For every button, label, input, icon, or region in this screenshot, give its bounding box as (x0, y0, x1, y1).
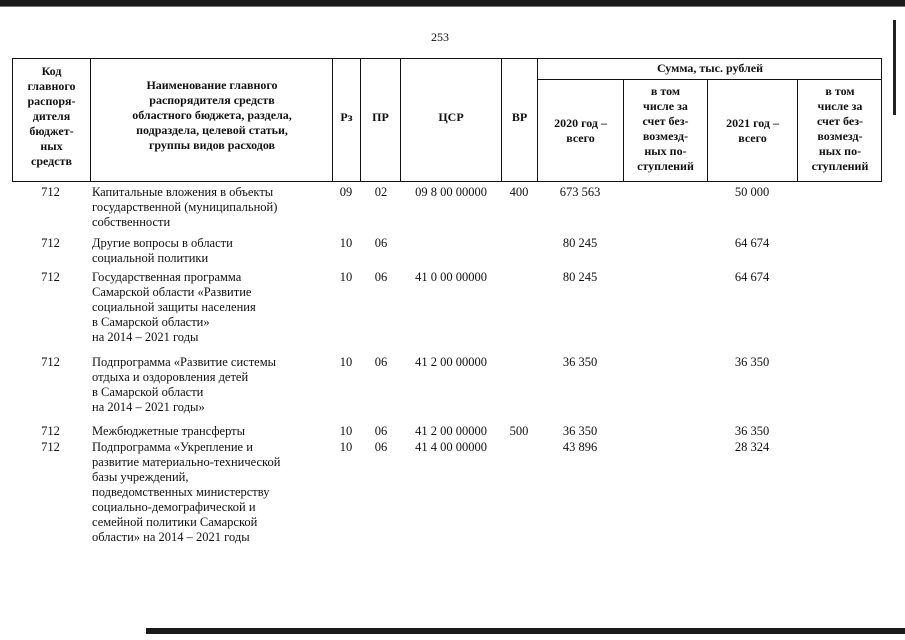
cell-2021-total: 50 000 (734, 185, 770, 199)
grid-line (12, 181, 882, 182)
cell-pr: 06 (374, 355, 388, 369)
header-2020-free: в том числе за счет без- возмезд- ных по- ступлений (637, 84, 694, 173)
scan-border-right (893, 20, 896, 115)
cell-rz: 10 (339, 440, 353, 454)
cell-code: 712 (41, 236, 60, 250)
cell-2020-total: 36 350 (562, 355, 598, 369)
header-2021-free: в том числе за счет без- возмезд- ных по- ступлений (811, 84, 869, 173)
cell-name: Подпрограмма «Развитие системы отдыха и оздоровления детей в Самарской области на 2014 – 2021 годы» (92, 355, 277, 414)
cell-vr: 400 (509, 185, 529, 199)
cell-2020-total: 36 350 (562, 424, 598, 438)
cell-name: Государственная программа Самарской области «Развитие социальной защиты населения в Самарской области» на 2014 – 2021 годы (92, 270, 256, 344)
cell-code: 712 (41, 424, 60, 438)
cell-pr: 02 (374, 185, 388, 199)
cell-2020-total: 80 245 (562, 236, 598, 250)
cell-2020-total: 80 245 (562, 270, 598, 284)
cell-2021-total: 64 674 (734, 236, 770, 250)
cell-code: 712 (41, 270, 60, 284)
header-pr: ПР (372, 110, 389, 124)
cell-2021-total: 36 350 (734, 355, 770, 369)
cell-rz: 10 (339, 355, 353, 369)
header-rz: Рз (340, 110, 353, 124)
scan-border-bottom (146, 628, 905, 634)
header-csr: ЦСР (438, 110, 464, 124)
cell-2021-total: 28 324 (734, 440, 770, 454)
cell-csr: 41 4 00 00000 (415, 440, 487, 454)
cell-pr: 06 (374, 424, 388, 438)
cell-name: Другие вопросы в области социальной политики (92, 236, 233, 265)
cell-pr: 06 (374, 440, 388, 454)
cell-rz: 10 (339, 424, 353, 438)
page-number: 253 (431, 30, 449, 44)
grid-line (537, 79, 882, 80)
cell-csr: 41 2 00 00000 (415, 355, 487, 369)
cell-rz: 10 (339, 270, 353, 284)
cell-pr: 06 (374, 270, 388, 284)
cell-2020-total: 43 896 (562, 440, 598, 454)
cell-code: 712 (41, 355, 60, 369)
cell-vr: 500 (509, 424, 529, 438)
cell-csr: 41 0 00 00000 (415, 270, 487, 284)
cell-code: 712 (41, 440, 60, 454)
cell-csr: 09 8 00 00000 (415, 185, 487, 199)
scan-border-top-thin (0, 6, 905, 7)
header-2020-total: 2020 год – всего (554, 116, 607, 145)
cell-csr: 41 2 00 00000 (415, 424, 487, 438)
cell-2020-total: 673 563 (559, 185, 601, 199)
header-sum-title: Сумма, тыс. рублей (656, 61, 764, 75)
cell-code: 712 (41, 185, 60, 199)
grid-line (12, 58, 882, 59)
cell-rz: 09 (339, 185, 353, 199)
header-2021-total: 2021 год – всего (726, 116, 779, 145)
header-vr: ВР (511, 110, 528, 124)
header-code: Код главного распоря- дителя бюджет- ных средств (27, 64, 76, 168)
cell-name: Межбюджетные трансферты (92, 424, 246, 438)
cell-2021-total: 64 674 (734, 270, 770, 284)
cell-rz: 10 (339, 236, 353, 250)
cell-name: Подпрограмма «Укрепление и развитие материально-технической базы учреждений, подведомственных министерству социально-демографической и семейной политики Самарской области» на 2014 – 2021 годы (92, 440, 281, 544)
cell-name: Капитальные вложения в объекты государственной (муниципальной) собственности (92, 185, 278, 229)
cell-pr: 06 (374, 236, 388, 250)
header-name: Наименование главного распорядителя средств областного бюджета, раздела, подраздела, целевой статьи, группы видов расходов (132, 78, 292, 152)
cell-2021-total: 36 350 (734, 424, 770, 438)
